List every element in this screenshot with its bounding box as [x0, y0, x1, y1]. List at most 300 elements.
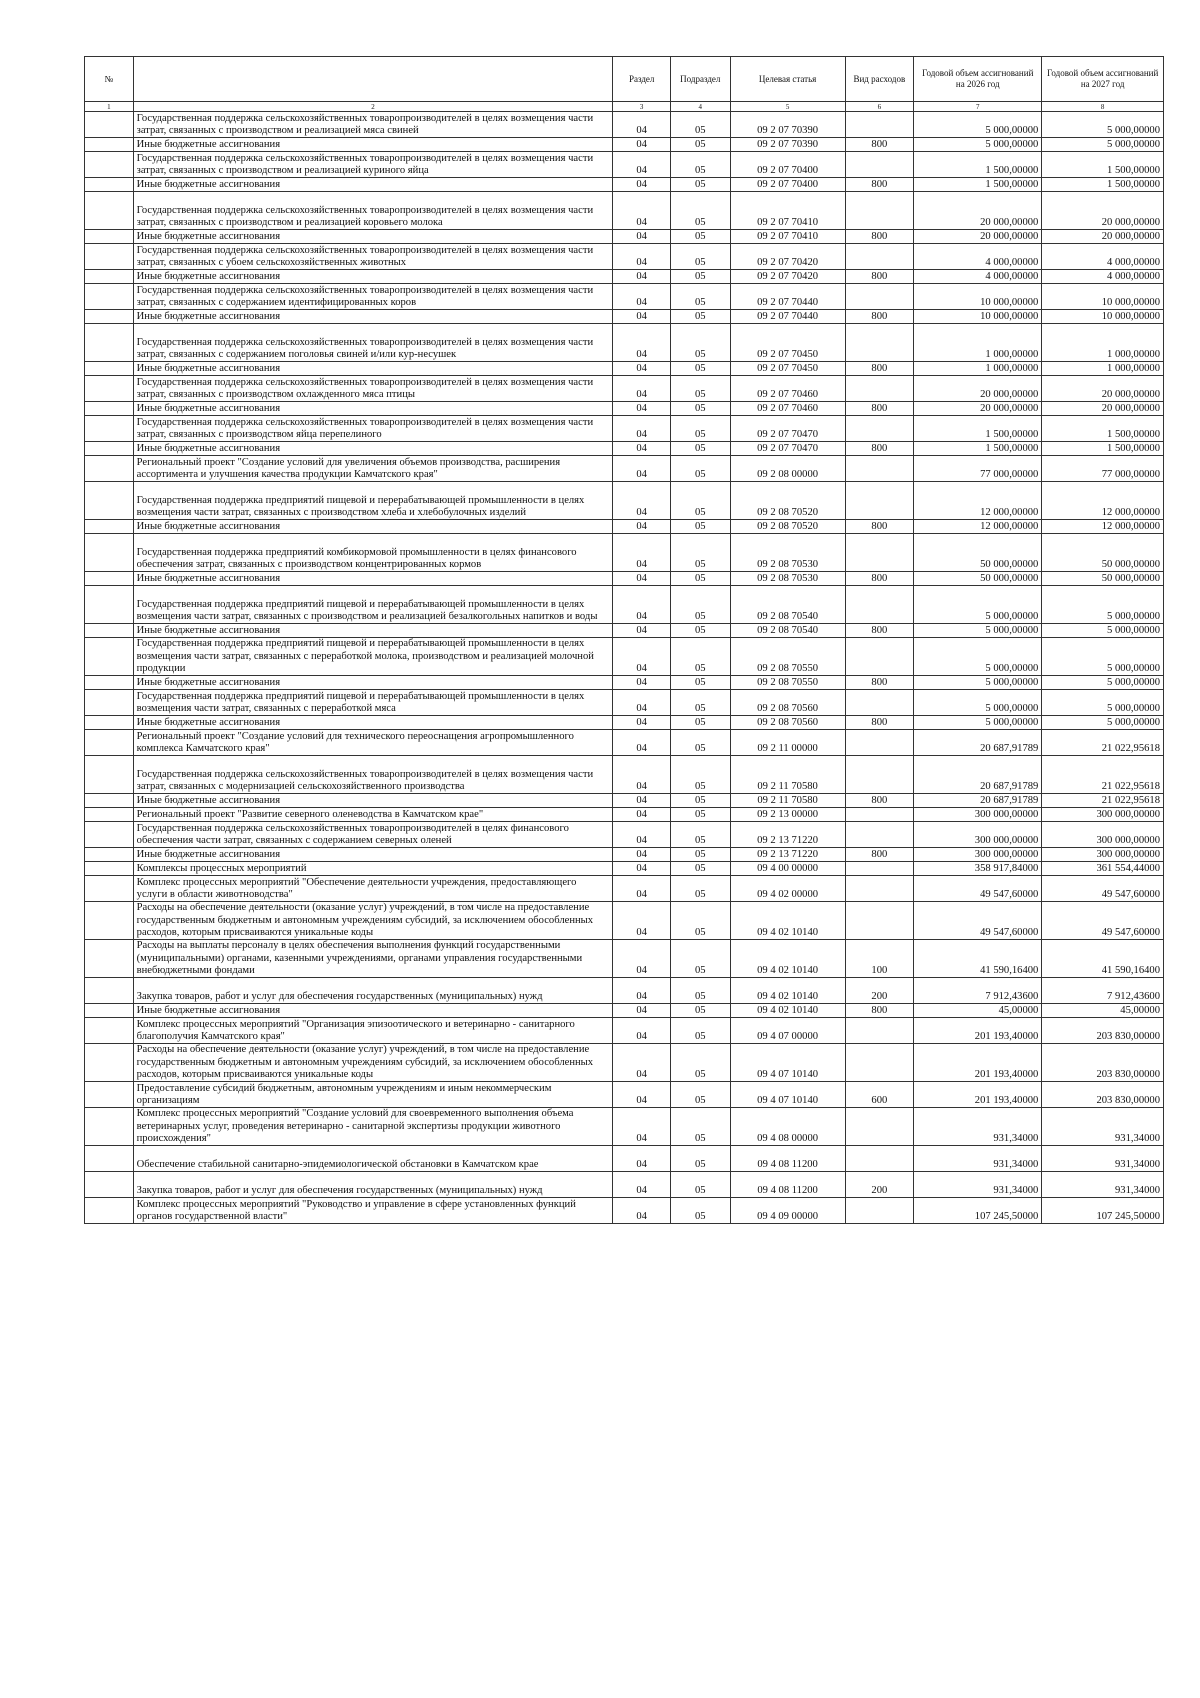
expense-name-cell: Государственная поддержка сельскохозяйственных товаропроизводителей в целях финансового обеспечения части затрат, связанных с содержанием северных оленей — [133, 822, 613, 848]
expense-name-cell: Иные бюджетные ассигнования — [133, 848, 613, 862]
podrazdel-cell: 05 — [670, 1172, 730, 1198]
expense-name-cell: Государственная поддержка сельскохозяйственных товаропроизводителей в целях возмещения части затрат, связанных с содержанием идентифицированных коров — [133, 284, 613, 310]
podrazdel-cell: 05 — [670, 876, 730, 902]
target-article-cell: 09 2 11 00000 — [730, 730, 845, 756]
column-number-row — [85, 102, 1164, 112]
target-article-cell: 09 4 09 00000 — [730, 1198, 845, 1224]
column-number: 5 — [730, 102, 845, 112]
row-number-cell — [85, 534, 134, 572]
volume-2027-cell: 20 000,00000 — [1042, 376, 1164, 402]
table-row — [85, 716, 1164, 730]
target-article-cell: 09 2 08 70520 — [730, 482, 845, 520]
volume-2027-cell: 931,34000 — [1042, 1146, 1164, 1172]
volume-2026-cell: 4 000,00000 — [914, 244, 1042, 270]
row-number-cell — [85, 244, 134, 270]
volume-2027-cell: 12 000,00000 — [1042, 482, 1164, 520]
volume-2026-cell: 5 000,00000 — [914, 690, 1042, 716]
volume-2027-cell: 77 000,00000 — [1042, 456, 1164, 482]
expense-type-cell: 800 — [845, 310, 914, 324]
razdel-cell: 04 — [613, 112, 670, 138]
razdel-cell: 04 — [613, 230, 670, 244]
target-article-cell: 09 2 08 70540 — [730, 586, 845, 624]
expense-type-cell — [845, 482, 914, 520]
table-row — [85, 1108, 1164, 1146]
volume-2027-cell: 41 590,16400 — [1042, 940, 1164, 978]
table-row — [85, 178, 1164, 192]
expense-name-cell: Иные бюджетные ассигнования — [133, 624, 613, 638]
row-number-cell — [85, 416, 134, 442]
row-number-cell — [85, 362, 134, 376]
expense-type-cell: 200 — [845, 1172, 914, 1198]
expense-name-cell: Государственная поддержка сельскохозяйственных товаропроизводителей в целях возмещения части затрат, связанных с убоем сельскохозяйственных животных — [133, 244, 613, 270]
table-row — [85, 442, 1164, 456]
volume-2026-cell: 1 500,00000 — [914, 416, 1042, 442]
razdel-cell: 04 — [613, 324, 670, 362]
razdel-cell: 04 — [613, 456, 670, 482]
row-number-cell — [85, 730, 134, 756]
volume-2027-cell: 20 000,00000 — [1042, 230, 1164, 244]
volume-2026-cell: 5 000,00000 — [914, 112, 1042, 138]
row-number-cell — [85, 402, 134, 416]
razdel-cell: 04 — [613, 978, 670, 1004]
volume-2026-cell: 5 000,00000 — [914, 138, 1042, 152]
row-number-cell — [85, 876, 134, 902]
table-row — [85, 416, 1164, 442]
expense-type-cell — [845, 244, 914, 270]
podrazdel-cell: 05 — [670, 112, 730, 138]
table-row — [85, 112, 1164, 138]
razdel-cell: 04 — [613, 1018, 670, 1044]
volume-2027-cell: 300 000,00000 — [1042, 848, 1164, 862]
row-number-cell — [85, 442, 134, 456]
razdel-cell: 04 — [613, 730, 670, 756]
razdel-cell: 04 — [613, 572, 670, 586]
volume-2027-cell: 10 000,00000 — [1042, 310, 1164, 324]
volume-2027-cell: 50 000,00000 — [1042, 534, 1164, 572]
row-number-cell — [85, 862, 134, 876]
volume-2027-cell: 5 000,00000 — [1042, 586, 1164, 624]
target-article-cell: 09 4 02 00000 — [730, 876, 845, 902]
volume-2027-cell: 12 000,00000 — [1042, 520, 1164, 534]
podrazdel-cell: 05 — [670, 1198, 730, 1224]
expense-name-cell: Комплекс процессных мероприятий "Создание условий для своевременного выполнения объема ветеринарных услуг, проведения ветеринарно - санитарной экспертизы продукции животного происхождения" — [133, 1108, 613, 1146]
volume-2027-cell: 5 000,00000 — [1042, 624, 1164, 638]
expense-type-cell — [845, 730, 914, 756]
table-row — [85, 324, 1164, 362]
expense-type-cell: 800 — [845, 178, 914, 192]
budget-sheet — [84, 56, 1164, 1224]
expense-type-cell — [845, 1108, 914, 1146]
volume-2026-cell: 5 000,00000 — [914, 624, 1042, 638]
razdel-cell: 04 — [613, 1146, 670, 1172]
expense-type-cell: 800 — [845, 402, 914, 416]
volume-2027-cell: 5 000,00000 — [1042, 138, 1164, 152]
podrazdel-cell: 05 — [670, 1044, 730, 1082]
razdel-cell: 04 — [613, 716, 670, 730]
volume-2026-cell: 1 500,00000 — [914, 178, 1042, 192]
expense-type-cell: 800 — [845, 676, 914, 690]
table-row — [85, 230, 1164, 244]
table-row — [85, 978, 1164, 1004]
podrazdel-cell: 05 — [670, 324, 730, 362]
podrazdel-cell: 05 — [670, 822, 730, 848]
table-row — [85, 192, 1164, 230]
target-article-cell: 09 2 07 70400 — [730, 178, 845, 192]
table-row — [85, 794, 1164, 808]
expense-type-cell: 100 — [845, 940, 914, 978]
volume-2026-cell: 5 000,00000 — [914, 586, 1042, 624]
row-number-cell — [85, 1082, 134, 1108]
expense-type-cell: 800 — [845, 270, 914, 284]
razdel-cell: 04 — [613, 310, 670, 324]
volume-2026-cell: 20 000,00000 — [914, 402, 1042, 416]
expense-name-cell: Иные бюджетные ассигнования — [133, 270, 613, 284]
razdel-cell: 04 — [613, 1004, 670, 1018]
row-number-cell — [85, 1004, 134, 1018]
table-row — [85, 624, 1164, 638]
expense-name-cell: Иные бюджетные ассигнования — [133, 716, 613, 730]
row-number-cell — [85, 572, 134, 586]
podrazdel-cell: 05 — [670, 862, 730, 876]
expense-type-cell — [845, 1198, 914, 1224]
expense-type-cell: 600 — [845, 1082, 914, 1108]
row-number-cell — [85, 310, 134, 324]
table-row — [85, 822, 1164, 848]
row-number-cell — [85, 152, 134, 178]
podrazdel-cell: 05 — [670, 138, 730, 152]
row-number-cell — [85, 520, 134, 534]
podrazdel-cell: 05 — [670, 624, 730, 638]
target-article-cell: 09 2 08 70560 — [730, 716, 845, 730]
expense-name-cell: Региональный проект "Развитие северного оленеводства в Камчатском крае" — [133, 808, 613, 822]
row-number-cell — [85, 230, 134, 244]
row-number-cell — [85, 324, 134, 362]
razdel-cell: 04 — [613, 808, 670, 822]
podrazdel-cell: 05 — [670, 572, 730, 586]
volume-2026-cell: 12 000,00000 — [914, 520, 1042, 534]
expense-name-cell: Расходы на обеспечение деятельности (оказание услуг) учреждений, в том числе на предоставление государственным бюджетным и автономным учреждениям субсидий, за исключением обособленных расходов, которым присваиваются уникальные коды — [133, 1044, 613, 1082]
target-article-cell: 09 2 11 70580 — [730, 756, 845, 794]
row-number-cell — [85, 1172, 134, 1198]
table-row — [85, 310, 1164, 324]
volume-2027-cell: 10 000,00000 — [1042, 284, 1164, 310]
podrazdel-cell: 05 — [670, 690, 730, 716]
volume-2027-cell: 1 500,00000 — [1042, 442, 1164, 456]
expense-type-cell — [845, 534, 914, 572]
podrazdel-cell: 05 — [670, 716, 730, 730]
volume-2027-cell: 1 500,00000 — [1042, 178, 1164, 192]
volume-2026-cell: 10 000,00000 — [914, 284, 1042, 310]
table-row — [85, 676, 1164, 690]
razdel-cell: 04 — [613, 362, 670, 376]
podrazdel-cell: 05 — [670, 676, 730, 690]
expense-name-cell: Иные бюджетные ассигнования — [133, 1004, 613, 1018]
row-number-cell — [85, 808, 134, 822]
table-row — [85, 376, 1164, 402]
razdel-cell: 04 — [613, 270, 670, 284]
expense-type-cell — [845, 324, 914, 362]
target-article-cell: 09 2 08 70530 — [730, 534, 845, 572]
target-article-cell: 09 4 02 10140 — [730, 1004, 845, 1018]
expense-name-cell: Иные бюджетные ассигнования — [133, 794, 613, 808]
expense-name-cell: Расходы на обеспечение деятельности (оказание услуг) учреждений, в том числе на предоставление государственным бюджетным и автономным учреждениям субсидий, за исключением обособленных расходов, которым присваиваются уникальные коды — [133, 902, 613, 940]
razdel-cell: 04 — [613, 1044, 670, 1082]
target-article-cell: 09 2 08 70520 — [730, 520, 845, 534]
row-number-cell — [85, 638, 134, 676]
expense-name-cell: Государственная поддержка предприятий пищевой и перерабатывающей промышленности в целях возмещения части затрат, связанных с производством хлеба и хлебобулочных изделий — [133, 482, 613, 520]
expense-type-cell: 800 — [845, 572, 914, 586]
table-row — [85, 244, 1164, 270]
volume-2027-cell: 49 547,60000 — [1042, 902, 1164, 940]
razdel-cell: 04 — [613, 178, 670, 192]
row-number-cell — [85, 284, 134, 310]
target-article-cell: 09 2 08 70550 — [730, 676, 845, 690]
expense-type-cell: 800 — [845, 442, 914, 456]
podrazdel-cell: 05 — [670, 178, 730, 192]
expense-name-cell: Государственная поддержка сельскохозяйственных товаропроизводителей в целях возмещения части затрат, связанных с производством охлажденного мяса птицы — [133, 376, 613, 402]
razdel-cell: 04 — [613, 284, 670, 310]
expense-name-cell: Закупка товаров, работ и услуг для обеспечения государственных (муниципальных) нужд — [133, 978, 613, 1004]
volume-2027-cell: 1 500,00000 — [1042, 416, 1164, 442]
expense-type-cell — [845, 112, 914, 138]
volume-2027-cell: 1 000,00000 — [1042, 362, 1164, 376]
volume-2026-cell: 20 687,91789 — [914, 794, 1042, 808]
expense-name-cell: Комплекс процессных мероприятий "Организация эпизоотического и ветеринарно - санитарного благополучия Камчатского края" — [133, 1018, 613, 1044]
volume-2026-cell: 20 000,00000 — [914, 192, 1042, 230]
podrazdel-cell: 05 — [670, 730, 730, 756]
table-row — [85, 756, 1164, 794]
target-article-cell: 09 4 07 10140 — [730, 1082, 845, 1108]
expense-name-cell: Государственная поддержка сельскохозяйственных товаропроизводителей в целях возмещения части затрат, связанных с производством и реализацией коровьего молока — [133, 192, 613, 230]
target-article-cell: 09 2 07 70410 — [730, 230, 845, 244]
podrazdel-cell: 05 — [670, 794, 730, 808]
volume-2027-cell: 4 000,00000 — [1042, 244, 1164, 270]
volume-2026-cell: 5 000,00000 — [914, 676, 1042, 690]
expense-type-cell: 800 — [845, 1004, 914, 1018]
podrazdel-cell: 05 — [670, 638, 730, 676]
podrazdel-cell: 05 — [670, 978, 730, 1004]
expense-type-cell — [845, 690, 914, 716]
target-article-cell: 09 2 07 70420 — [730, 244, 845, 270]
volume-2027-cell: 21 022,95618 — [1042, 794, 1164, 808]
header-row — [85, 57, 1164, 102]
row-number-cell — [85, 178, 134, 192]
table-row — [85, 902, 1164, 940]
volume-2026-cell: 50 000,00000 — [914, 572, 1042, 586]
expense-type-cell — [845, 456, 914, 482]
target-article-cell: 09 2 07 70450 — [730, 324, 845, 362]
column-number: 6 — [845, 102, 914, 112]
target-article-cell: 09 2 07 70400 — [730, 152, 845, 178]
volume-2027-cell: 5 000,00000 — [1042, 716, 1164, 730]
target-article-cell: 09 2 07 70460 — [730, 402, 845, 416]
target-article-cell: 09 2 13 71220 — [730, 848, 845, 862]
podrazdel-cell: 05 — [670, 362, 730, 376]
target-article-cell: 09 2 08 70550 — [730, 638, 845, 676]
target-article-cell: 09 2 08 70530 — [730, 572, 845, 586]
volume-2027-cell: 21 022,95618 — [1042, 756, 1164, 794]
target-article-cell: 09 2 07 70470 — [730, 416, 845, 442]
razdel-cell: 04 — [613, 1172, 670, 1198]
volume-2026-cell: 20 000,00000 — [914, 376, 1042, 402]
expense-name-cell: Иные бюджетные ассигнования — [133, 310, 613, 324]
expense-type-cell: 800 — [845, 794, 914, 808]
table-row — [85, 1044, 1164, 1082]
column-number: 1 — [85, 102, 134, 112]
volume-2027-cell: 50 000,00000 — [1042, 572, 1164, 586]
table-row — [85, 1172, 1164, 1198]
razdel-cell: 04 — [613, 152, 670, 178]
razdel-cell: 04 — [613, 876, 670, 902]
table-row — [85, 940, 1164, 978]
row-number-cell — [85, 456, 134, 482]
row-number-cell — [85, 1198, 134, 1224]
razdel-cell: 04 — [613, 1198, 670, 1224]
row-number-cell — [85, 822, 134, 848]
volume-2026-cell: 10 000,00000 — [914, 310, 1042, 324]
volume-2026-cell: 300 000,00000 — [914, 848, 1042, 862]
expense-type-cell — [845, 638, 914, 676]
row-number-cell — [85, 676, 134, 690]
expense-type-cell: 800 — [845, 520, 914, 534]
row-number-cell — [85, 112, 134, 138]
razdel-cell: 04 — [613, 138, 670, 152]
expense-name-cell: Государственная поддержка сельскохозяйственных товаропроизводителей в целях возмещения части затрат, связанных с модернизацией сельскохозяйственного производства — [133, 756, 613, 794]
volume-2026-cell: 931,34000 — [914, 1146, 1042, 1172]
volume-2026-cell: 5 000,00000 — [914, 716, 1042, 730]
volume-2027-cell: 300 000,00000 — [1042, 808, 1164, 822]
target-article-cell: 09 4 08 11200 — [730, 1146, 845, 1172]
podrazdel-cell: 05 — [670, 270, 730, 284]
volume-2026-cell: 201 193,40000 — [914, 1044, 1042, 1082]
razdel-cell: 04 — [613, 244, 670, 270]
header-podrazdel: Подраздел — [670, 57, 730, 102]
table-row — [85, 876, 1164, 902]
volume-2027-cell: 20 000,00000 — [1042, 192, 1164, 230]
podrazdel-cell: 05 — [670, 152, 730, 178]
expense-name-cell: Иные бюджетные ассигнования — [133, 178, 613, 192]
volume-2027-cell: 5 000,00000 — [1042, 112, 1164, 138]
table-row — [85, 534, 1164, 572]
target-article-cell: 09 2 07 70390 — [730, 138, 845, 152]
table-row — [85, 1004, 1164, 1018]
expense-type-cell — [845, 756, 914, 794]
target-article-cell: 09 2 07 70460 — [730, 376, 845, 402]
table-row — [85, 482, 1164, 520]
volume-2026-cell: 1 000,00000 — [914, 324, 1042, 362]
podrazdel-cell: 05 — [670, 1018, 730, 1044]
header-target-article: Целевая статья — [730, 57, 845, 102]
row-number-cell — [85, 902, 134, 940]
table-row — [85, 862, 1164, 876]
podrazdel-cell: 05 — [670, 586, 730, 624]
table-row — [85, 138, 1164, 152]
razdel-cell: 04 — [613, 1108, 670, 1146]
table-row — [85, 152, 1164, 178]
expense-name-cell: Государственная поддержка сельскохозяйственных товаропроизводителей в целях возмещения части затрат, связанных с производством и реализацией мяса свиней — [133, 112, 613, 138]
volume-2026-cell: 358 917,84000 — [914, 862, 1042, 876]
row-number-cell — [85, 138, 134, 152]
budget-table — [84, 56, 1164, 1224]
row-number-cell — [85, 1146, 134, 1172]
volume-2027-cell: 5 000,00000 — [1042, 638, 1164, 676]
volume-2026-cell: 1 500,00000 — [914, 442, 1042, 456]
table-row — [85, 270, 1164, 284]
volume-2026-cell: 201 193,40000 — [914, 1082, 1042, 1108]
volume-2026-cell: 931,34000 — [914, 1108, 1042, 1146]
target-article-cell: 09 2 07 70450 — [730, 362, 845, 376]
row-number-cell — [85, 482, 134, 520]
target-article-cell: 09 2 13 71220 — [730, 822, 845, 848]
target-article-cell: 09 4 07 10140 — [730, 1044, 845, 1082]
expense-type-cell — [845, 1018, 914, 1044]
podrazdel-cell: 05 — [670, 520, 730, 534]
target-article-cell: 09 2 07 70440 — [730, 310, 845, 324]
expense-type-cell: 800 — [845, 848, 914, 862]
target-article-cell: 09 2 07 70420 — [730, 270, 845, 284]
razdel-cell: 04 — [613, 376, 670, 402]
podrazdel-cell: 05 — [670, 1146, 730, 1172]
target-article-cell: 09 4 02 10140 — [730, 902, 845, 940]
expense-name-cell: Государственная поддержка предприятий пищевой и перерабатывающей промышленности в целях возмещения части затрат, связанных с переработкой молока, производством и реализацией молочной продукции — [133, 638, 613, 676]
row-number-cell — [85, 376, 134, 402]
expense-type-cell — [845, 876, 914, 902]
podrazdel-cell: 05 — [670, 376, 730, 402]
podrazdel-cell: 05 — [670, 808, 730, 822]
target-article-cell: 09 4 07 00000 — [730, 1018, 845, 1044]
table-row — [85, 848, 1164, 862]
volume-2026-cell: 5 000,00000 — [914, 638, 1042, 676]
table-row — [85, 1146, 1164, 1172]
row-number-cell — [85, 1108, 134, 1146]
table-row — [85, 572, 1164, 586]
volume-2026-cell: 201 193,40000 — [914, 1018, 1042, 1044]
table-row — [85, 690, 1164, 716]
table-row — [85, 362, 1164, 376]
target-article-cell: 09 4 00 00000 — [730, 862, 845, 876]
expense-name-cell: Государственная поддержка сельскохозяйственных товаропроизводителей в целях возмещения части затрат, связанных с производством яйца перепелиного — [133, 416, 613, 442]
volume-2027-cell: 1 000,00000 — [1042, 324, 1164, 362]
volume-2026-cell: 49 547,60000 — [914, 876, 1042, 902]
volume-2027-cell: 20 000,00000 — [1042, 402, 1164, 416]
expense-name-cell: Иные бюджетные ассигнования — [133, 362, 613, 376]
podrazdel-cell: 05 — [670, 456, 730, 482]
expense-name-cell: Закупка товаров, работ и услуг для обеспечения государственных (муниципальных) нужд — [133, 1172, 613, 1198]
razdel-cell: 04 — [613, 192, 670, 230]
expense-name-cell: Иные бюджетные ассигнования — [133, 520, 613, 534]
razdel-cell: 04 — [613, 402, 670, 416]
table-row — [85, 1018, 1164, 1044]
razdel-cell: 04 — [613, 862, 670, 876]
volume-2027-cell: 45,00000 — [1042, 1004, 1164, 1018]
expense-name-cell: Комплекс процессных мероприятий "Руководство и управление в сфере установленных функций органов государственной власти" — [133, 1198, 613, 1224]
table-row — [85, 730, 1164, 756]
target-article-cell: 09 2 08 70540 — [730, 624, 845, 638]
expense-type-cell — [845, 376, 914, 402]
razdel-cell: 04 — [613, 482, 670, 520]
table-row — [85, 638, 1164, 676]
volume-2026-cell: 1 000,00000 — [914, 362, 1042, 376]
row-number-cell — [85, 624, 134, 638]
volume-2027-cell: 4 000,00000 — [1042, 270, 1164, 284]
volume-2027-cell: 931,34000 — [1042, 1172, 1164, 1198]
target-article-cell: 09 2 11 70580 — [730, 794, 845, 808]
expense-type-cell — [845, 822, 914, 848]
podrazdel-cell: 05 — [670, 310, 730, 324]
expense-name-cell: Иные бюджетные ассигнования — [133, 230, 613, 244]
podrazdel-cell: 05 — [670, 192, 730, 230]
podrazdel-cell: 05 — [670, 534, 730, 572]
